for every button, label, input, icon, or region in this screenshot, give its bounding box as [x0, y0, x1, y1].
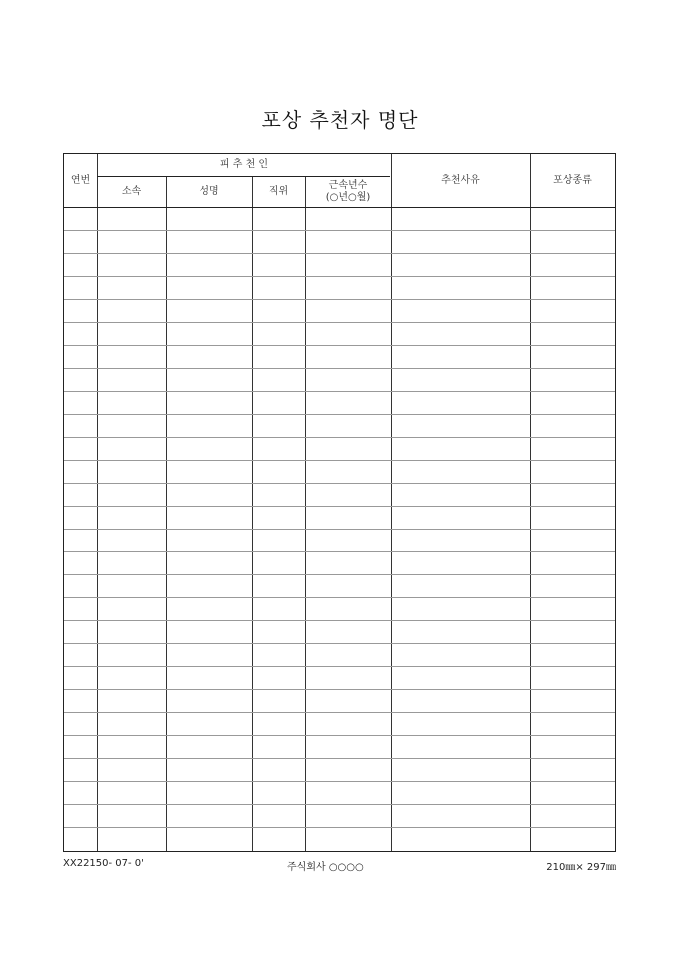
column-divider: [530, 154, 531, 851]
table-row-divider: [64, 322, 615, 323]
table-row-divider: [64, 368, 615, 369]
table-row-divider: [64, 460, 615, 461]
table-row-divider: [64, 597, 615, 598]
table-row-divider: [64, 299, 615, 300]
table-row-divider: [64, 827, 615, 828]
header-affiliation: 소속: [121, 185, 142, 197]
table-row-divider: [64, 437, 615, 438]
form-code: XX22150- 07- 0': [63, 858, 144, 869]
column-divider: [166, 176, 167, 851]
column-divider: [252, 176, 253, 851]
header-name: 성명: [199, 185, 219, 197]
table-row-divider: [64, 781, 615, 782]
table-row-divider: [64, 551, 615, 552]
header-tenure: [305, 176, 391, 207]
header-award-type: 포상종류: [553, 174, 592, 186]
table-row-divider: [64, 643, 615, 644]
nominee-list-table: [63, 153, 616, 852]
table-row-divider: [64, 666, 615, 667]
table-row-divider: [64, 483, 615, 484]
table-row-divider: [64, 574, 615, 575]
header-tenure-label: 근속년수: [328, 179, 368, 191]
table-row-divider: [64, 253, 615, 254]
table-row-divider: [64, 345, 615, 346]
header-nominee-group: 피 추 천 인: [219, 159, 269, 170]
table-row-divider: [64, 620, 615, 621]
table-row-divider: [64, 804, 615, 805]
header-tenure-unit: (○년○월): [325, 191, 371, 203]
table-row-divider: [64, 276, 615, 277]
header-bottom-divider: [64, 207, 615, 208]
header-reason: 추천사유: [441, 174, 480, 186]
table-row-divider: [64, 529, 615, 530]
table-row-divider: [64, 391, 615, 392]
column-divider: [97, 154, 98, 851]
paper-size: 210㎜× 297㎜: [546, 862, 616, 873]
header-position: 직위: [268, 185, 289, 197]
page-title: 포상 추천자 명단: [261, 108, 419, 132]
company-name: 주식회사 ○○○○: [287, 862, 364, 873]
column-divider: [305, 176, 306, 851]
table-row-divider: [64, 758, 615, 759]
table-row-divider: [64, 735, 615, 736]
table-row-divider: [64, 689, 615, 690]
table-row-divider: [64, 712, 615, 713]
column-divider: [391, 154, 392, 851]
table-row-divider: [64, 414, 615, 415]
table-row-divider: [64, 506, 615, 507]
header-serial: 연번: [70, 174, 91, 186]
table-row-divider: [64, 230, 615, 231]
